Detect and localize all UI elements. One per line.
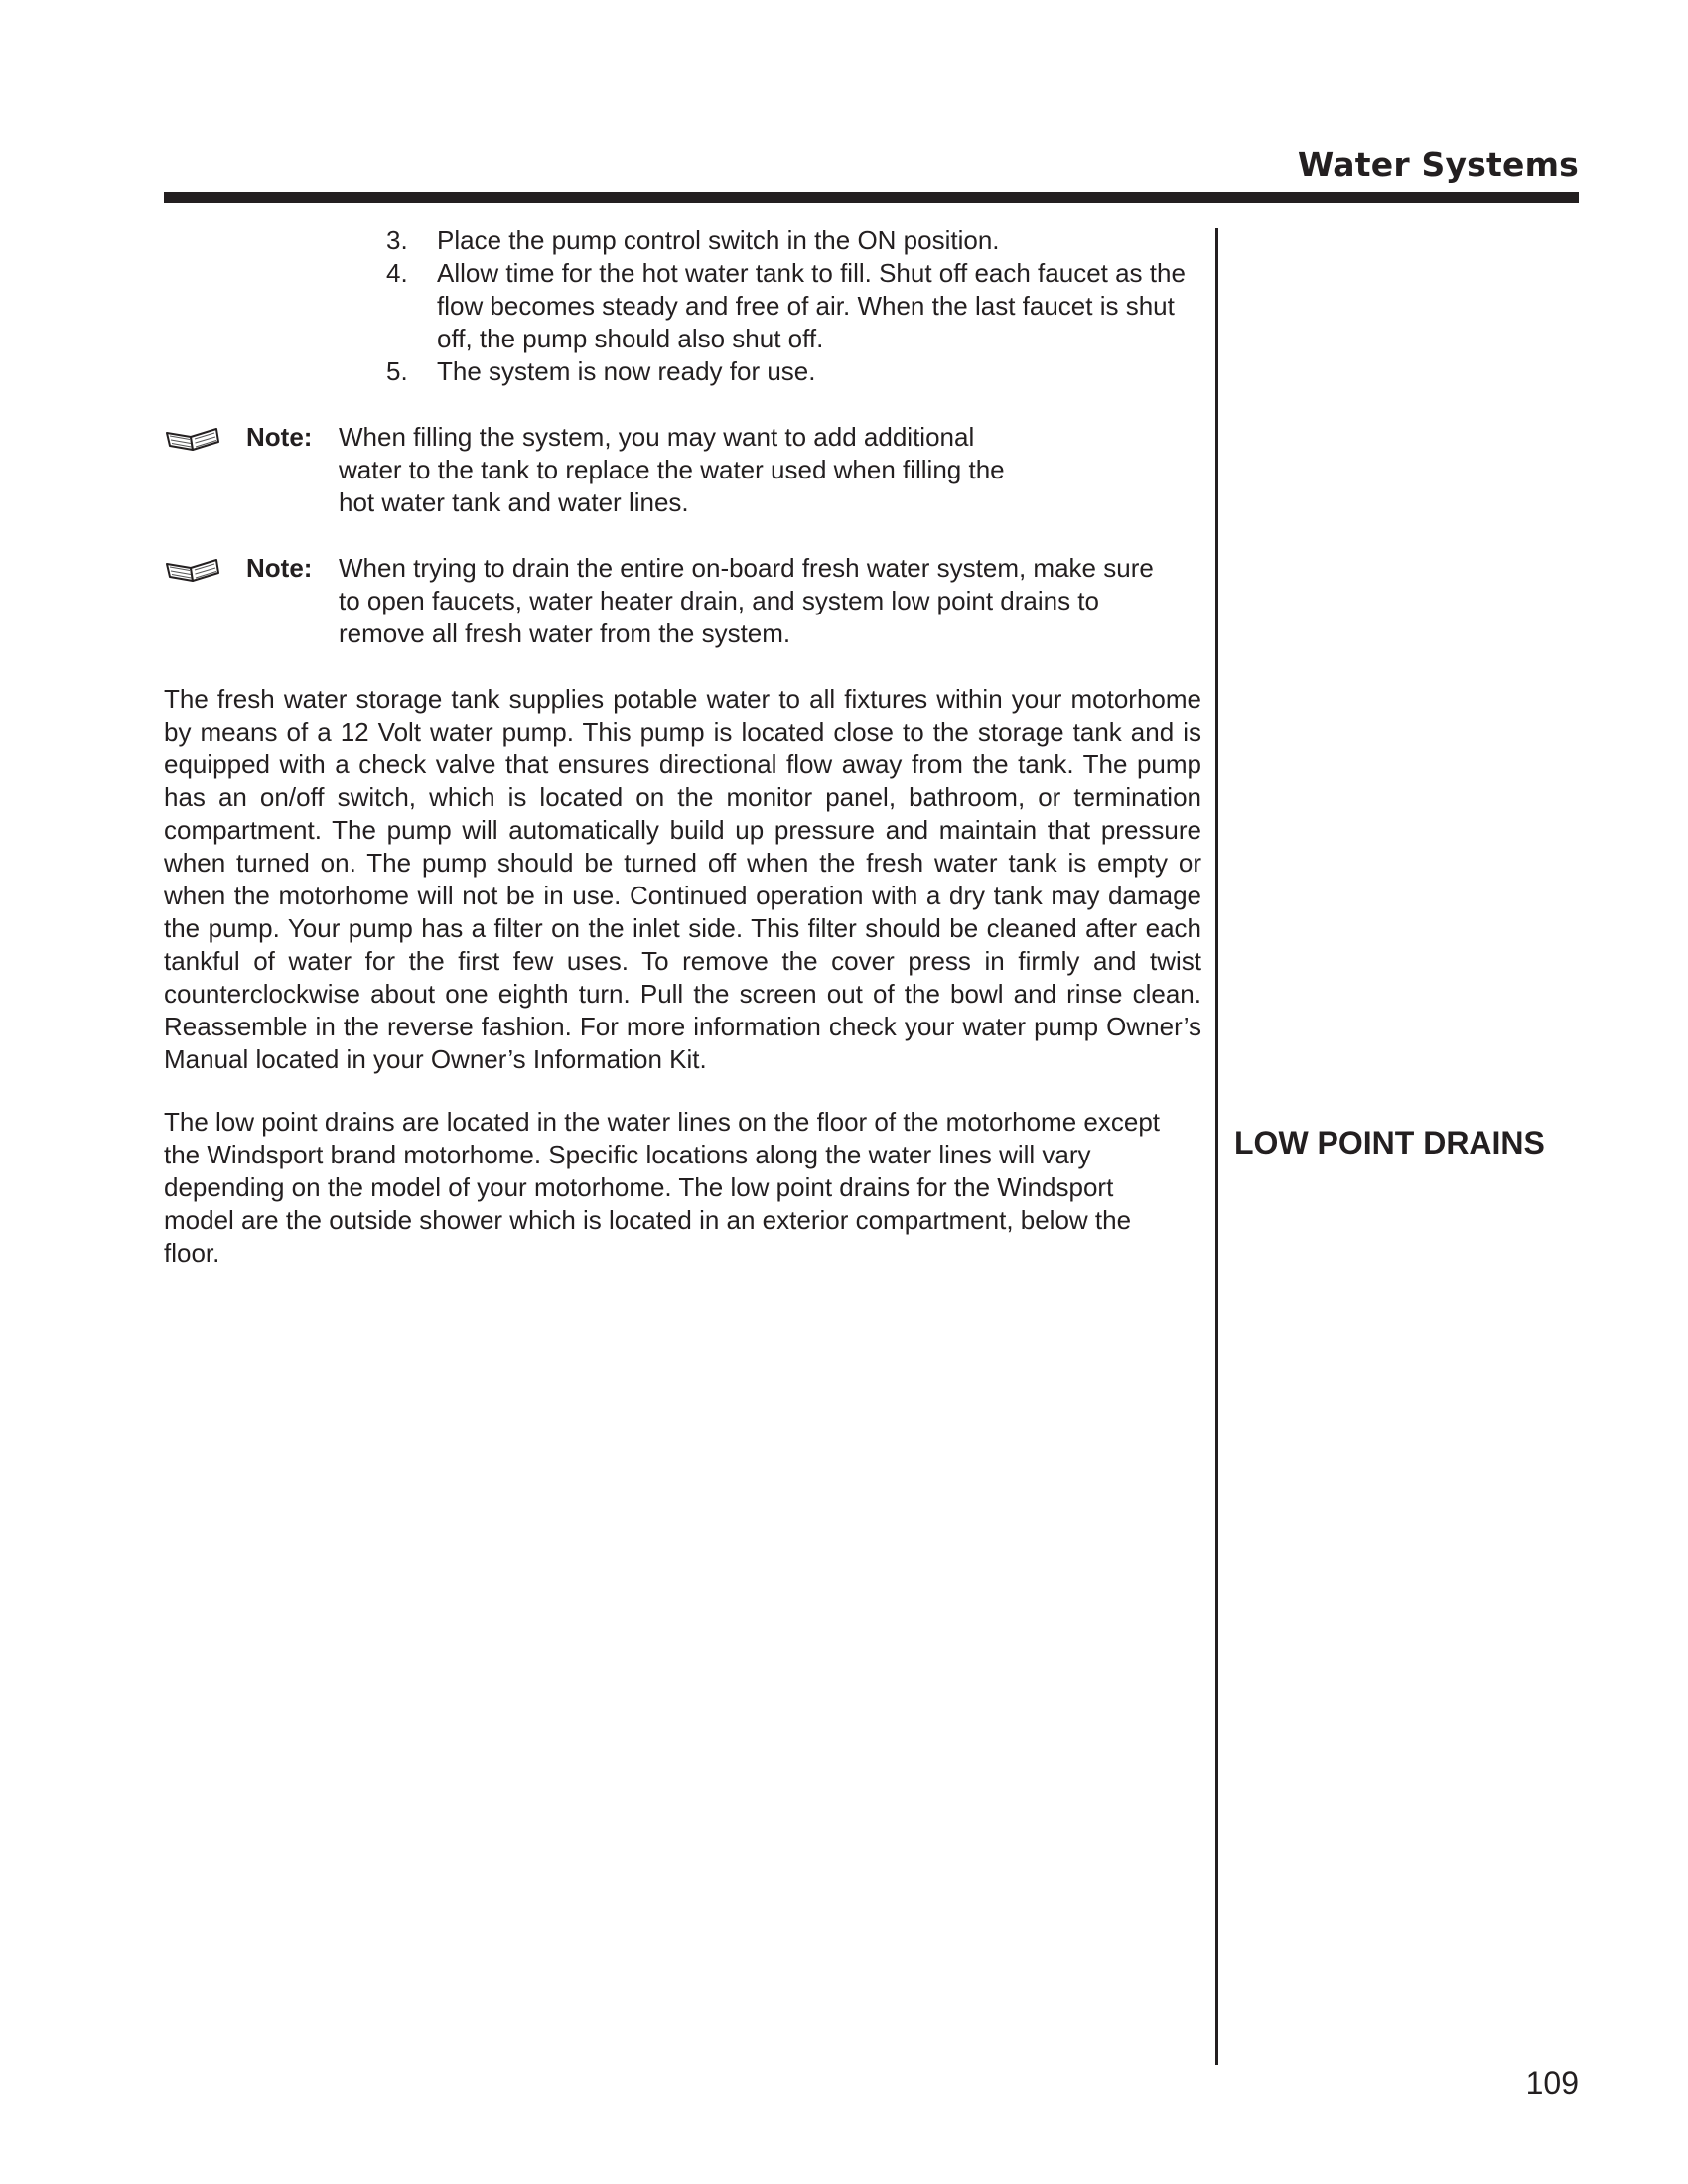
note-text: When trying to drain the entire on-board fresh water system, make sure to open faucets, water heater drain, and system low point drains to remove all fresh water from the system. — [339, 553, 1154, 648]
header-rule — [164, 192, 1579, 203]
low-point-drains-heading: LOW POINT DRAINS — [1234, 1125, 1545, 1160]
step-item — [382, 257, 1201, 355]
note-text: When filling the system, you may want to add additional water to the tank to replace the water used when filling the hot water tank and water lines. — [339, 422, 1005, 517]
step-number: 3. — [386, 225, 408, 255]
step-text: Place the pump control switch in the ON position. — [437, 225, 1000, 255]
book-icon — [164, 421, 223, 519]
step-item — [382, 355, 1201, 388]
note-draining — [164, 552, 1201, 650]
column-divider — [1215, 228, 1218, 2065]
step-number: 4. — [386, 258, 408, 288]
pump-paragraph: The fresh water storage tank supplies potable water to all fixtures within your motorhome by means of a 12 Volt water pump. This pump is located close to the storage tank and is equipped with a check valve that ensures directional flow away from the tank. The pump has an on/off switch, which is located on the monitor panel, bathroom, or termination compartment. The pump will automatically build up pressure and maintain that pressure when turned on. The pump should be turned off when the fresh water tank is empty or when the motorhome will not be in use. Continued operation with a dry tank may damage the pump. Your pump has a filter on the inlet side. This filter should be cleaned after each tankful of water for the first few uses. To remove the cover press in firmly and twist counterclockwise about one eighth turn. Pull the screen out of the bowl and rinse clean. Reassemble in the reverse fashion. For more information check your water pump Owner’s Manual located in your Owner’s Information Kit. — [164, 684, 1201, 1074]
step-text: Allow time for the hot water tank to fill. Shut off each faucet as the flow becomes steady and free of air. When the last faucet is shut off, the pump should also shut off. — [437, 258, 1186, 353]
step-item — [382, 224, 1201, 257]
step-text: The system is now ready for use. — [437, 356, 816, 386]
note-label: Note: — [246, 422, 313, 452]
book-icon — [164, 552, 223, 650]
step-number: 5. — [386, 356, 408, 386]
low-point-drains-paragraph: The low point drains are located in the water lines on the floor of the motorhome except the Windsport brand motorhome. Specific locations along the water lines will vary depending on the model of your motorhome. The low point drains for the Windsport model are the outside shower which is located in an exterior compartment, below the floor. — [164, 1107, 1161, 1268]
note-filling — [164, 421, 1201, 519]
procedure-steps — [382, 224, 1201, 388]
main-content — [164, 224, 1201, 1270]
page-number: 109 — [1525, 2065, 1579, 2101]
note-label: Note: — [246, 553, 313, 583]
section-title: Water Systems — [1297, 145, 1579, 184]
